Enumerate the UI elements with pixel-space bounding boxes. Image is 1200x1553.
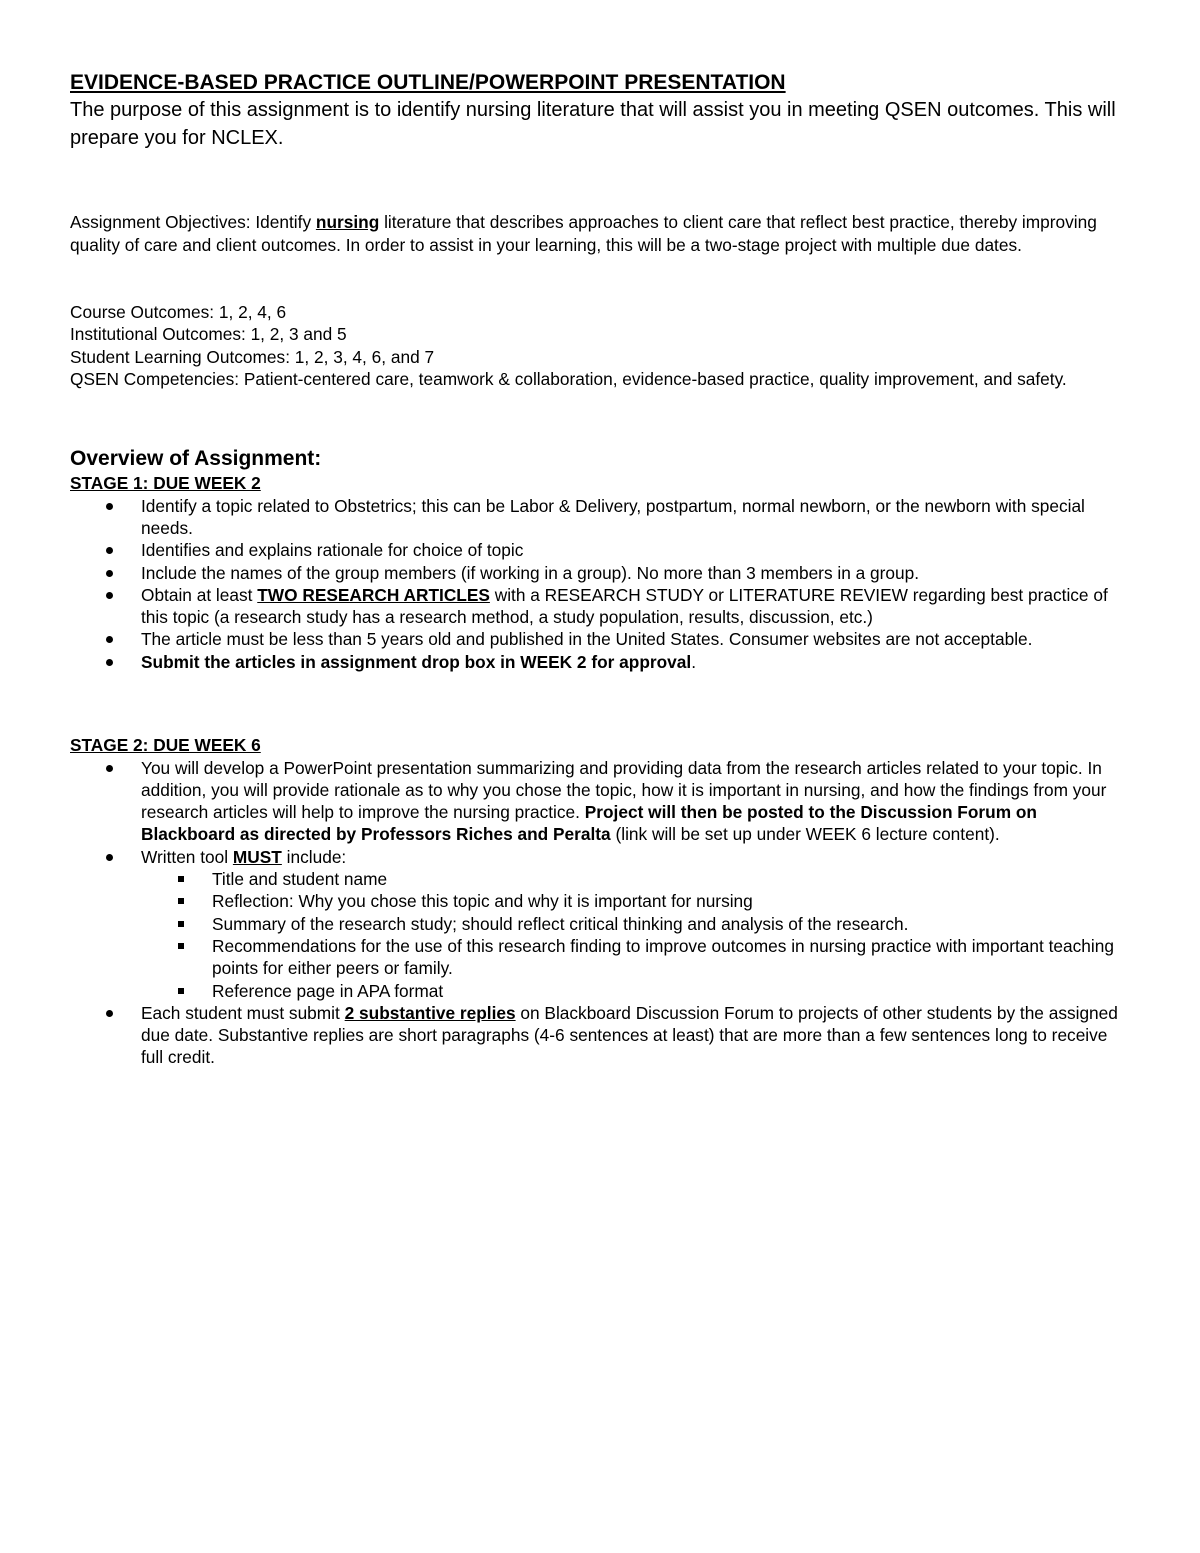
stage1-heading: STAGE 1: DUE WEEK 2 <box>70 473 261 494</box>
bullet-icon <box>106 1010 113 1017</box>
institutional-outcomes: Institutional Outcomes: 1, 2, 3 and 5 <box>70 324 347 345</box>
list-item <box>70 539 1130 561</box>
objectives-prefix: Assignment Objectives: Identify <box>70 212 316 232</box>
tool-subitem-text: Reflection: Why you chose this topic and why it is important for nursing <box>212 891 753 912</box>
sublist-item <box>141 913 1130 935</box>
submit-instruction: Submit the articles in assignment drop box in WEEK 2 for approval <box>141 651 692 672</box>
tool-suffix: include: <box>281 846 347 867</box>
bullet-icon <box>106 570 113 577</box>
square-bullet-icon <box>178 943 184 949</box>
presentation-bold: Project will then be posted to the Discussion Forum on Blackboard as directed by Professors Riches and Peralta <box>141 802 1037 845</box>
sublist-item <box>141 980 1130 1002</box>
overview-heading: Overview of Assignment: <box>70 447 322 471</box>
tool-prefix: Written tool <box>141 846 233 867</box>
student-learning-outcomes: Student Learning Outcomes: 1, 2, 3, 4, 6, and 7 <box>70 346 435 367</box>
bullet-icon <box>106 854 113 861</box>
bullet-icon <box>106 636 113 643</box>
purpose-statement: The purpose of this assignment is to identify nursing literature that will assist you in meeting QSEN outcomes. This will prepare you for NCLEX. <box>70 99 1116 149</box>
tool-subitem-text: Title and student name <box>212 869 388 890</box>
stage2-list <box>70 757 1130 1069</box>
outcomes-block <box>70 301 1130 390</box>
square-bullet-icon <box>178 921 184 927</box>
square-bullet-icon <box>178 876 184 882</box>
articles-suffix: with a RESEARCH STUDY or LITERATURE REVIEW regarding best practice of this topic (a research study has a research method, a study population, results, discussion, etc.) <box>141 584 1108 628</box>
tool-emphasis: MUST <box>232 846 282 867</box>
assignment-objectives <box>70 211 1130 256</box>
stage1-item-text: Identifies and explains rationale for choice of topic <box>141 540 524 561</box>
sublist-item <box>141 868 1130 890</box>
square-bullet-icon <box>178 988 184 994</box>
document-title: EVIDENCE-BASED PRACTICE OUTLINE/POWERPOINT PRESENTATION <box>70 71 786 94</box>
tool-subitem-text: Recommendations for the use of this research finding to improve outcomes in nursing practice with important teaching points for either peers or family. <box>212 935 1114 979</box>
list-item <box>70 1002 1130 1069</box>
list-item <box>70 562 1130 584</box>
list-item <box>70 846 1130 1002</box>
stage1-item-text: Include the names of the group members (if working in a group). No more than 3 members in a group. <box>141 562 920 583</box>
tool-subitem-text: Reference page in APA format <box>212 980 444 1001</box>
bullet-icon <box>106 592 113 599</box>
list-item <box>70 757 1130 846</box>
bullet-icon <box>106 503 113 510</box>
bullet-icon <box>106 547 113 554</box>
sublist-item <box>141 890 1130 912</box>
stage1-item-text: Identify a topic related to Obstetrics; this can be Labor & Delivery, postpartum, normal newborn, or the newborn with special needs. <box>141 495 1085 538</box>
presentation-text: You will develop a PowerPoint presentation summarizing and providing data from the research articles related to your topic. In addition, you will provide rationale as to why you chose the topic, how it is important in nursing, and how the findings from your research articles will help to improve the nursing practice. <box>141 757 1107 823</box>
list-item <box>70 495 1130 540</box>
articles-emphasis: TWO RESEARCH ARTICLES <box>257 584 490 605</box>
objectives-emphasis: nursing <box>315 212 380 232</box>
bullet-icon <box>106 765 113 772</box>
presentation-suffix: (link will be set up under WEEK 6 lecture content). <box>610 824 1000 845</box>
bullet-icon <box>106 659 113 666</box>
articles-prefix: Obtain at least <box>141 584 258 605</box>
qsen-competencies: QSEN Competencies: Patient-centered care, teamwork & collaboration, evidence-based practice, quality improvement, and safety. <box>70 368 1067 389</box>
replies-emphasis: 2 substantive replies <box>344 1002 516 1023</box>
square-bullet-icon <box>178 898 184 904</box>
stage2-heading: STAGE 2: DUE WEEK 6 <box>70 735 261 756</box>
course-outcomes: Course Outcomes: 1, 2, 4, 6 <box>70 302 287 322</box>
tool-sublist <box>141 868 1130 1002</box>
sublist-item <box>141 935 1130 980</box>
submit-suffix: . <box>691 651 697 672</box>
age-requirement: The article must be less than 5 years old and published in the United States. Consumer websites are not acceptable. <box>141 629 1033 650</box>
tool-subitem-text: Summary of the research study; should reflect critical thinking and analysis of the research. <box>212 913 909 934</box>
stage1-list <box>70 495 1130 673</box>
objectives-suffix: literature that describes approaches to client care that reflect best practice, thereby improving quality of care and client outcomes. In order to assist in your learning, this will be a two-stage project with multiple due dates. <box>70 212 1097 255</box>
list-item <box>70 628 1130 650</box>
replies-prefix: Each student must submit <box>141 1002 345 1023</box>
list-item <box>70 651 1130 673</box>
document-page <box>70 70 1130 1069</box>
replies-suffix: on Blackboard Discussion Forum to projects of other students by the assigned due date. Substantive replies are short paragraphs (4-6 sentences at least) that are more than a few sentences long to receive full credit. <box>141 1002 1118 1068</box>
list-item <box>70 584 1130 629</box>
